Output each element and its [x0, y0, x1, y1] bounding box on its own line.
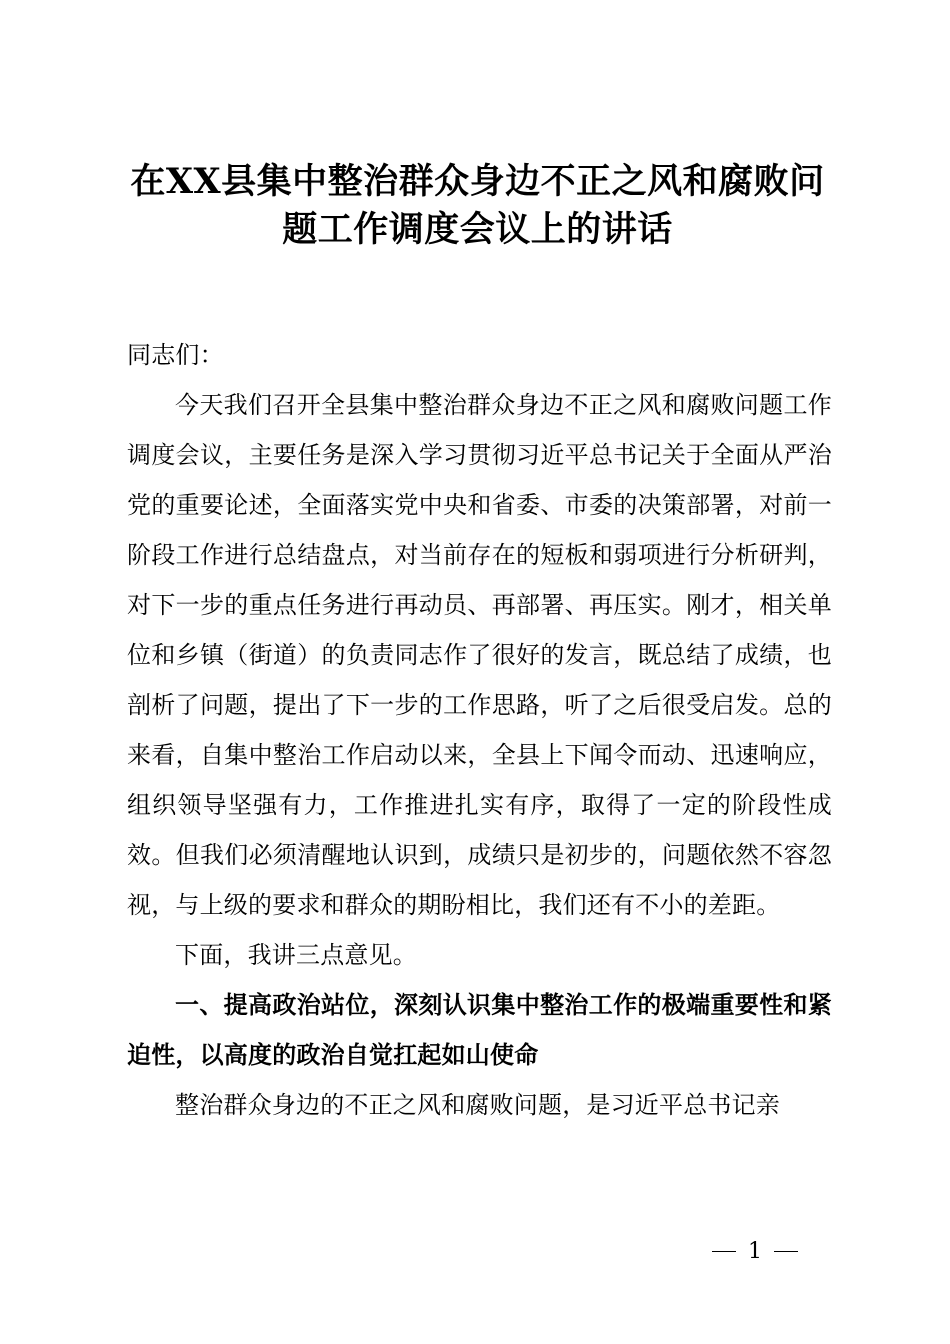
- footer-dash-left: [712, 1251, 736, 1252]
- footer-dash-right: [774, 1251, 798, 1252]
- title-line-2: 题工作调度会议上的讲话: [282, 209, 673, 250]
- paragraph-section-1: 整治群众身边的不正之风和腐败问题，是习近平总书记亲: [175, 1091, 780, 1119]
- document-title: [110, 158, 845, 254]
- section-heading-1: 一、提高政治站位，深刻认识集中整治工作的极端重要性和紧迫性，以高度的政治自觉扛起如山使命: [127, 991, 832, 1069]
- paragraph-intro: 今天我们召开全县集中整治群众身边不正之风和腐败问题工作调度会议，主要任务是深入学习贯彻习近平总书记关于全面从严治党的重要论述，全面落实党中央和省委、市委的决策部署，对前一阶段工作进行总结盘点，对当前存在的短板和弱项进行分析研判，对下一步的重点任务进行再动员、再部署、再压实。刚才，相关单位和乡镇（街道）的负责同志作了很好的发言，既总结了成绩，也剖析了问题，提出了下一步的工作思路，听了之后很受启发。总的来看，自集中整治工作启动以来，全县上下闻令而动、迅速响应，组织领导坚强有力，工作推进扎实有序，取得了一定的阶段性成效。但我们必须清醒地认识到，成绩只是初步的，问题依然不容忽视，与上级的要求和群众的期盼相比，我们还有不小的差距。: [127, 391, 832, 919]
- document-body: [127, 330, 832, 1130]
- title-line-1: 在XX县集中整治群众身边不正之风和腐败问: [130, 161, 825, 202]
- salutation: 同志们：: [127, 341, 224, 369]
- paragraph-transition: 下面，我讲三点意见。: [175, 941, 417, 969]
- page-footer: [700, 1234, 810, 1268]
- page-number: 1: [748, 1238, 762, 1264]
